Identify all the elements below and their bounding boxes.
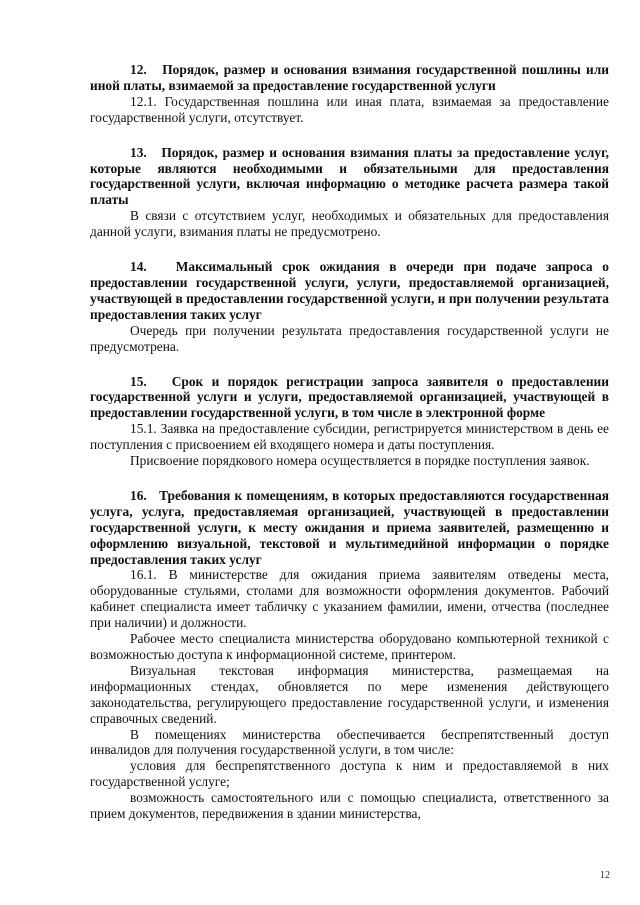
section-paragraph: 15.1. Заявка на предоставление субсидии, регистрируется министерством в день ее поступления с присвоением ей входящего номера и даты поступления. [90,421,609,453]
section-16 [90,488,609,822]
section-paragraph: Визуальная текстовая информация министерства, размещаемая на информационных стендах, обновляется по мере изменения действующего законодательства, регулирующего предоставление государственной услуги, и изменения справочных сведений. [90,662,609,726]
page-number: 12 [600,870,610,881]
section-paragraph: 12.1. Государственная пошлина или иная плата, взимаемая за предоставление государственной услуги, отсутствует. [90,93,609,125]
section-14 [90,259,609,354]
section-paragraph: условия для беспрепятственного доступа к ним и предоставляемой в них государственной услуге; [90,758,609,790]
section-paragraph: Присвоение порядкового номера осуществляется в порядке поступления заявок. [130,453,590,469]
section-paragraph: В помещениях министерства обеспечивается беспрепятственный доступ инвалидов для получения государственной услуги, в том числе: [90,726,609,758]
section-12 [90,62,609,126]
section-paragraph: В связи с отсутствием услуг, необходимых и обязательных для предоставления данной услуги, взимания платы не предусмотрено. [90,208,609,240]
section-paragraph: возможность самостоятельного или с помощью специалиста, ответственного за прием документов, передвижения в здании министерства, [90,790,609,822]
section-heading: 16. Требования к помещениям, в которых предоставляются государственная услуга, услуга, предоставляемая организацией, участвующей в предоставлении государственной услуги, к месту ожидания и приема заявителей, размещению и оформлению визуальной, текстовой и мультимедийной информации о порядке предоставления таких услуг [90,487,609,567]
section-paragraph: Рабочее место специалиста министерства оборудовано компьютерной техникой с возможностью доступа к информационной системе, принтером. [90,631,609,662]
section-heading: 14. Максимальный срок ожидания в очереди при подаче запроса о предоставлении государственной услуги, услуги, предоставляемой организацией, участвующей в предоставлении государственной услуги, и при получении результата предоставления таких услуг [90,259,609,322]
section-15 [90,374,609,469]
section-paragraph: Очередь при получении результата предоставления государственной услуги не предусмотрена. [90,322,609,354]
section-paragraph: 16.1. В министерстве для ожидания приема заявителям отведены места, оборудованные стульями, столами для возможности оформления документов. Рабочий кабинет специалиста имеет табличку с указанием фамилии, имени, отчества (последнее при наличии) и должности. [90,567,609,631]
section-13 [90,145,609,240]
document-page [90,62,609,822]
section-heading: 15. Срок и порядок регистрации запроса заявителя о предоставлении государственной услуги и услуги, предоставляемой организацией, участвующей в предоставлении государственной услуги, в том числе в электронной форме [90,373,609,421]
section-heading: 13. Порядок, размер и основания взимания платы за предоставление услуг, которые являются необходимыми и обязательными для предоставления государственной услуги, включая информацию о методике расчета размера такой платы [90,144,609,208]
section-heading: 12. Порядок, размер и основания взимания государственной пошлины или иной платы, взимаемой за предоставление государственной услуги [90,62,609,93]
